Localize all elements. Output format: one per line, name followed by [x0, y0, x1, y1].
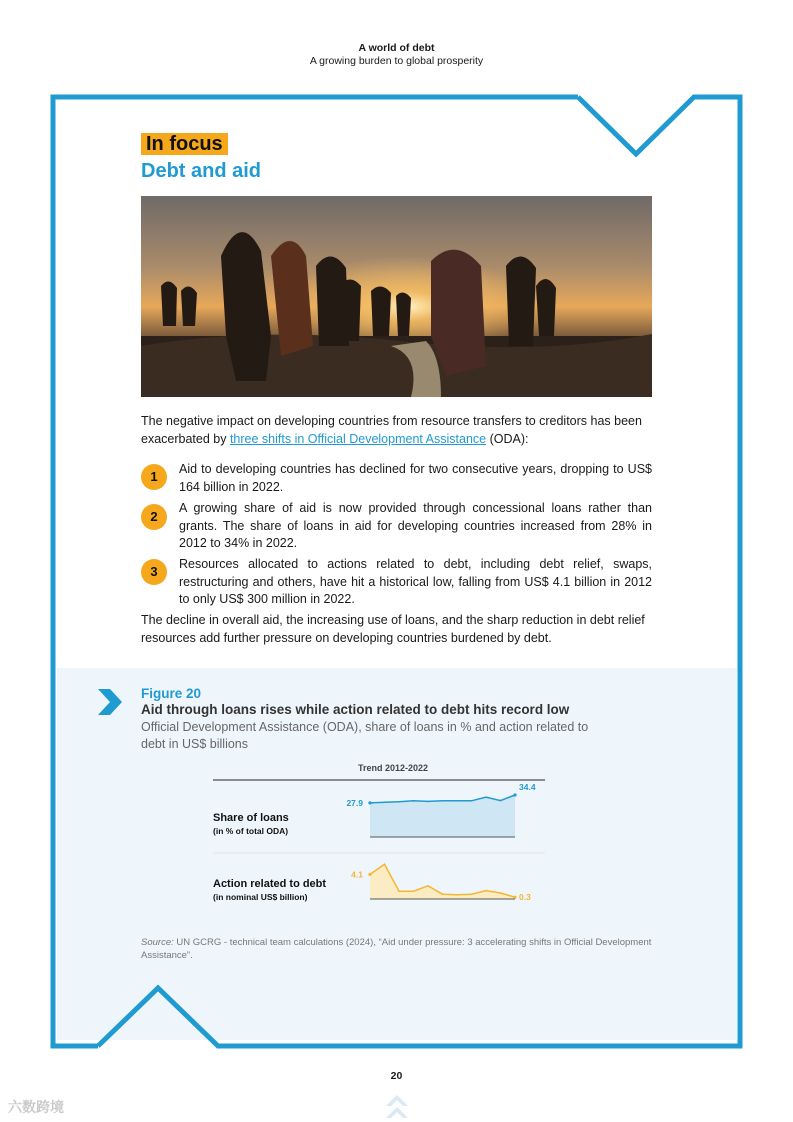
hero-photo — [141, 196, 652, 397]
intro-paragraph — [141, 413, 652, 448]
data-point-2017 — [442, 800, 444, 802]
series-loans — [346, 782, 535, 837]
data-point-2022 — [513, 793, 516, 796]
data-point-2022 — [513, 896, 516, 899]
figure-title: Aid through loans rises while action related to debt hits record low — [141, 702, 570, 717]
series-label-loans: Share of loans — [213, 812, 289, 824]
number-badge: 3 — [141, 559, 167, 585]
source-note — [141, 936, 661, 962]
data-point-2014 — [398, 801, 400, 803]
sunset-people-image — [141, 196, 652, 397]
in-focus-tag: In focus — [141, 133, 228, 155]
page-number: 20 — [390, 1070, 403, 1082]
list-item-text: Aid to developing countries has declined for two consecutive years, dropping to US$ 164 billion in 2022. — [179, 462, 652, 494]
series-unit-loans: (in % of total ODA) — [213, 826, 289, 836]
chevron-up-icon — [384, 1092, 410, 1122]
list-item-text: A growing share of aid is now provided through concessional loans rather than grants. The share of loans in aid for developing countries increased from 28% in 2012 to 34% in 2022. — [179, 501, 652, 550]
oda-shifts-link[interactable]: three shifts in Official Development Assistance — [229, 431, 487, 446]
source-label: Source: — [141, 937, 174, 948]
watermark: 六数跨境 — [8, 1099, 64, 1115]
figure-subtitle: Official Development Assistance (ODA), share of loans in % and action related to debt in US$ billions — [141, 720, 589, 751]
data-point-2020 — [485, 890, 487, 892]
data-point-2021 — [500, 892, 502, 894]
data-point-2015 — [413, 800, 415, 802]
running-header-title: A world of debt — [358, 42, 435, 54]
end-value-label: 0.3 — [519, 892, 531, 903]
data-point-2018 — [456, 800, 458, 802]
number-badge: 1 — [141, 464, 167, 490]
start-value-label: 4.1 — [351, 869, 363, 880]
data-point-2016 — [427, 885, 429, 887]
data-point-2012 — [368, 873, 371, 876]
intro-text-before: The negative impact on developing countries from resource transfers to creditors has been exacerbated by — [141, 414, 642, 446]
number-badge: 2 — [141, 504, 167, 530]
data-point-2016 — [427, 801, 429, 803]
source-text: UN GCRG - technical team calculations (2024), “Aid under pressure: 3 accelerating shifts in Official Development Assistance”. — [141, 937, 652, 961]
list-item-text: Resources allocated to actions related to debt, including debt relief, swaps, restructuring and others, have hit a historical low, falling from US$ 4.1 billion in 2012 to only US$ 300 million in 2022. — [179, 557, 652, 606]
trend-chart — [210, 758, 550, 908]
data-point-2012 — [368, 801, 371, 804]
start-value-label: 27.9 — [346, 797, 363, 808]
data-point-2019 — [471, 893, 473, 895]
closing-paragraph: The decline in overall aid, the increasing use of loans, and the sharp reduction in debt relief resources add further pressure on developing countries burdened by debt. — [141, 613, 645, 645]
section-title: Debt and aid — [141, 160, 262, 182]
series-unit-debt: (in nominal US$ billion) — [213, 892, 308, 902]
series-debt — [351, 863, 531, 902]
data-point-2014 — [398, 890, 400, 892]
data-point-2021 — [500, 800, 502, 802]
data-point-2017 — [442, 893, 444, 895]
chevron-right-icon — [96, 687, 124, 717]
data-point-2018 — [456, 894, 458, 896]
chart-title: Trend 2012-2022 — [357, 763, 429, 773]
intro-text-after: (ODA): — [486, 431, 529, 446]
end-value-label: 34.4 — [519, 781, 536, 792]
figure-label: Figure 20 — [141, 686, 202, 701]
series-label-debt: Action related to debt — [213, 878, 327, 890]
data-point-2020 — [485, 796, 487, 798]
data-point-2013 — [384, 863, 386, 865]
running-header-subtitle: A growing burden to global prosperity — [309, 55, 484, 67]
data-point-2015 — [413, 890, 415, 892]
data-point-2013 — [384, 801, 386, 803]
data-point-2019 — [471, 800, 473, 802]
